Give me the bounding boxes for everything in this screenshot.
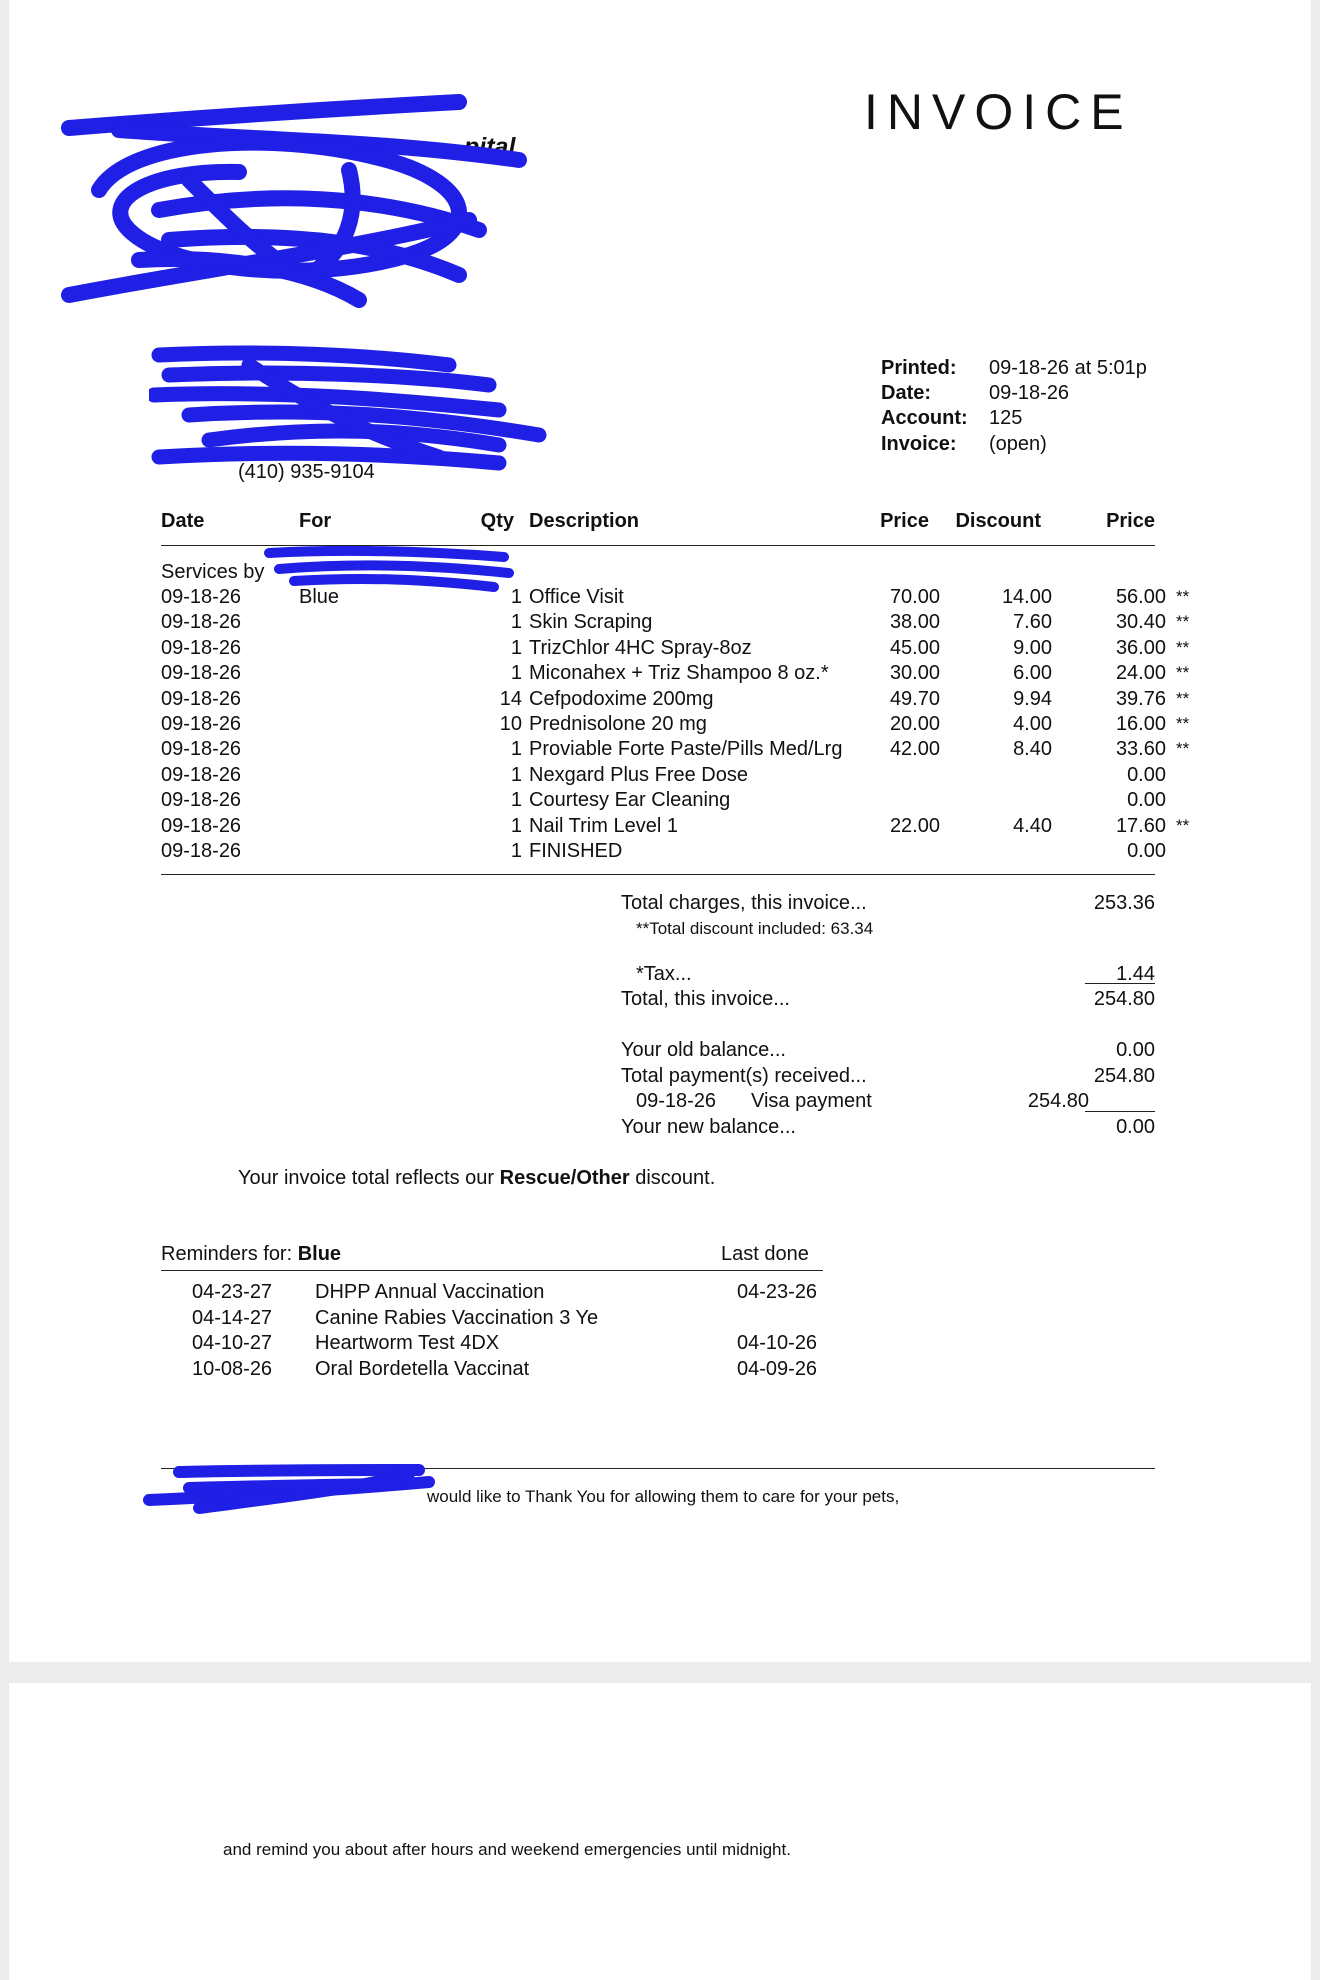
item-description: Miconahex + Triz Shampoo 8 oz.* [529,662,829,685]
item-qty: 1 [510,586,522,608]
item-discount: 14.00 [1001,586,1052,608]
item-date: 09-18-26 [161,814,242,837]
item-discount-flag: ** [1176,714,1190,733]
reminders-last-done-header: Last done [721,1243,809,1265]
payments-value: 254.80 [1093,1065,1155,1087]
item-discount: 7.60 [1013,611,1052,634]
invoice-page-1 [9,0,1311,1662]
col-header-discount: Discount [955,510,1041,532]
item-discount: 9.94 [1013,687,1052,710]
meta-label-invoice: Invoice: [881,433,957,455]
meta-value-account: 125 [989,407,1023,429]
item-price: 45.00 [889,636,940,659]
item-description: Nexgard Plus Free Dose [529,763,748,786]
item-total: 0.00 [1127,789,1166,812]
tax-underline [1085,983,1155,984]
reminders-pet: Blue [297,1243,342,1265]
item-total: 0.00 [1127,763,1166,786]
old-balance-label: Your old balance... [621,1039,786,1061]
item-discount: 4.40 [1013,814,1052,837]
col-header-description: Description [529,510,640,532]
meta-label-date: Date: [881,382,932,404]
reminder-last-done: 04-09-26 [737,1357,818,1380]
item-qty: 1 [510,662,522,685]
item-qty: 1 [510,840,522,862]
item-date: 09-18-26 [161,713,242,735]
item-qty: 1 [510,636,522,659]
item-discount-flag: ** [1176,587,1190,606]
reminder-name: Canine Rabies Vaccination 3 Ye [315,1306,599,1329]
item-date: 09-18-26 [161,611,242,634]
invoice-title: INVOICE [864,84,1133,140]
item-discount-flag: ** [1176,739,1190,759]
item-date: 09-18-26 [161,687,242,710]
footer-rule [161,1468,1155,1469]
item-price: 42.00 [889,738,940,761]
item-date: 09-18-26 [161,840,242,862]
item-description: Prednisolone 20 mg [529,713,707,735]
item-discount-flag: ** [1176,688,1190,708]
item-description: Courtesy Ear Cleaning [529,789,731,812]
discount-note: **Total discount included: 63.34 [636,919,874,938]
item-qty: 1 [510,611,522,634]
item-discount-flag: ** [1176,612,1190,632]
reminder-name: Oral Bordetella Vaccinat [315,1357,530,1380]
item-date: 09-18-26 [161,586,242,608]
item-price: 22.00 [889,814,940,837]
item-qty: 1 [510,814,522,837]
clinic-name-partial: pital [464,133,516,161]
item-qty: 10 [499,713,522,735]
old-balance-value: 0.00 [1116,1039,1155,1061]
item-description: Nail Trim Level 1 [529,814,678,837]
item-total: 39.76 [1115,687,1166,710]
item-price: 70.00 [889,586,940,608]
payments-label: Total payment(s) received... [621,1065,867,1087]
reminder-due-date: 04-10-27 [192,1332,273,1354]
item-total: 16.00 [1115,713,1166,735]
tax-value: 1.44 [1116,963,1155,985]
discount-message-after: discount. [629,1167,716,1189]
col-header-price: Price [880,510,929,532]
item-discount: 8.40 [1013,738,1052,761]
item-discount-flag: ** [1176,815,1190,835]
items-bottom-rule [161,874,1155,875]
payment-date: 09-18-26 [636,1090,717,1112]
item-total: 0.00 [1127,840,1166,862]
reminder-last-done: 04-10-26 [737,1332,818,1354]
redaction-scribble-client [149,345,589,475]
redaction-scribble-footer [139,1460,439,1520]
item-description: FINISHED [529,840,623,862]
item-date: 09-18-26 [161,636,242,659]
client-phone: (410) 935-9104 [238,461,375,483]
col-header-qty: Qty [480,510,514,532]
reminders-heading [161,1242,341,1266]
item-total: 30.40 [1115,611,1166,634]
meta-value-date: 09-18-26 [989,382,1070,404]
header-rule [161,545,1155,546]
item-discount: 9.00 [1013,636,1052,659]
reminder-due-date: 10-08-26 [192,1357,273,1380]
reminder-last-done: 04-23-26 [737,1281,818,1303]
invoice-total-value: 254.80 [1093,988,1155,1010]
invoice-page-2 [9,1683,1311,1980]
total-charges-label: Total charges, this invoice... [621,892,867,914]
reminders-label: Reminders for: [161,1243,298,1265]
footer-thanks: would like to Thank You for allowing them to care for your pets, [427,1487,900,1506]
item-description: TrizChlor 4HC Spray-8oz [529,636,752,659]
col-header-for: For [299,510,332,532]
item-total: 24.00 [1115,662,1166,685]
meta-label-account: Account: [881,407,968,429]
payment-underline [1085,1111,1155,1112]
reminder-due-date: 04-14-27 [192,1306,273,1329]
total-charges-value: 253.36 [1093,892,1155,914]
item-qty: 1 [510,789,522,812]
item-description: Cefpodoxime 200mg [529,687,714,710]
item-description: Proviable Forte Paste/Pills Med/Lrg [529,738,843,761]
meta-value-printed: 09-18-26 at 5:01p [989,357,1147,379]
meta-value-invoice: (open) [989,433,1047,455]
invoice-total-label: Total, this invoice... [621,988,790,1010]
reminder-name: Heartworm Test 4DX [315,1332,500,1354]
item-discount-flag: ** [1176,637,1190,657]
item-date: 09-18-26 [161,763,242,786]
item-total: 36.00 [1115,636,1166,659]
item-date: 09-18-26 [161,662,242,685]
item-qty: 14 [499,687,522,710]
item-price: 38.00 [889,611,940,634]
new-balance-value: 0.00 [1116,1116,1155,1138]
item-total: 33.60 [1115,738,1166,761]
item-discount-flag: ** [1176,663,1190,683]
footer-emergencies: and remind you about after hours and weekend emergencies until midnight. [223,1840,791,1859]
reminder-due-date: 04-23-27 [192,1281,273,1303]
item-description: Skin Scraping [529,611,653,634]
reminder-name: DHPP Annual Vaccination [315,1281,545,1303]
item-description: Office Visit [529,586,624,608]
item-price: 30.00 [889,662,940,685]
item-date: 09-18-26 [161,789,242,812]
tax-label: *Tax... [636,963,692,985]
item-date: 09-18-26 [161,738,242,761]
item-discount: 6.00 [1013,662,1052,685]
item-for: Blue [299,586,340,608]
payment-method: Visa payment [751,1090,872,1112]
item-price: 49.70 [889,687,940,710]
item-qty: 1 [510,738,522,761]
discount-message-bold: Rescue/Other [499,1167,630,1189]
item-total: 17.60 [1115,814,1166,837]
item-discount: 4.00 [1013,713,1052,735]
col-header-date: Date [161,510,205,532]
meta-label-printed: Printed: [881,357,957,379]
col-header-total: Price [1106,510,1155,532]
item-qty: 1 [510,763,522,786]
new-balance-label: Your new balance... [621,1116,796,1138]
discount-message [238,1166,715,1190]
payment-amount: 254.80 [1027,1090,1089,1112]
reminders-rule [161,1270,823,1271]
item-total: 56.00 [1115,586,1166,608]
redaction-scribble-clinic [49,80,629,320]
discount-message-before: Your invoice total reflects our [238,1167,500,1189]
services-by-label: Services by [161,561,265,583]
item-price: 20.00 [889,713,940,735]
